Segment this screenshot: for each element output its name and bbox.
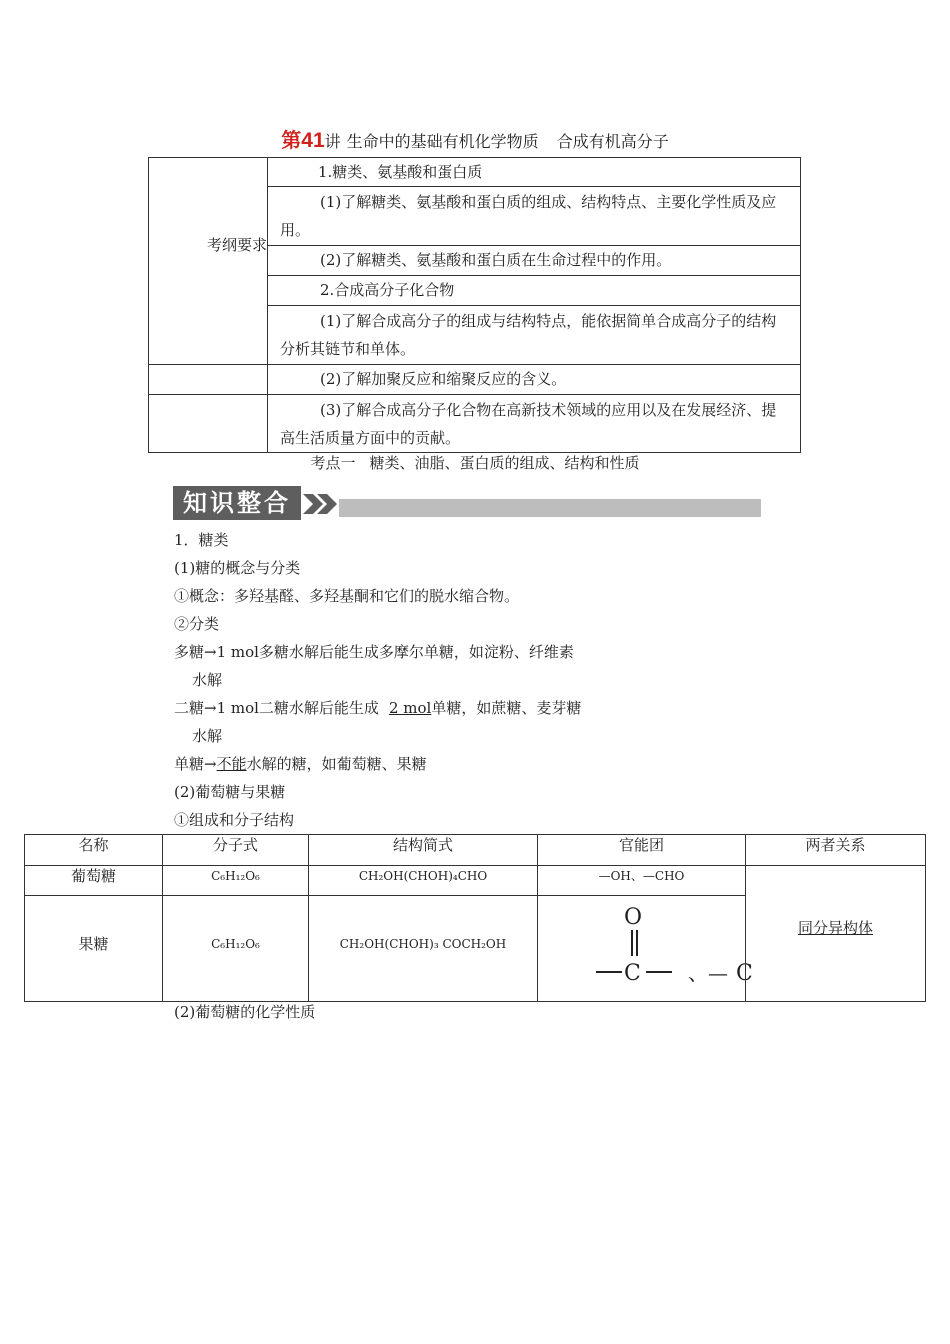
banner-label: 知识整合 (173, 486, 301, 520)
lecture-suffix: 讲 (324, 132, 341, 151)
text-hydrolysis-label: 水解 (192, 727, 223, 745)
knowledge-banner (173, 486, 761, 520)
glucose-formula: C₆H₁₂O₆ (162, 865, 309, 896)
header-cell: 结构简式 (308, 834, 538, 866)
title-part1: 生命中的基础有机化学物质 (346, 132, 539, 151)
text-monosaccharide: 单糖→不能水解的糖，如葡萄糖、果糖 (174, 755, 427, 773)
header-cell: 名称 (24, 834, 163, 866)
text-polysaccharide: 多糖→1 mol多糖水解后能生成多摩尔单糖，如淀粉、纤维素 (174, 643, 574, 661)
fructose-formula: C₆H₁₂O₆ (162, 895, 309, 1002)
text-composition: ①组成和分子结构 (174, 811, 295, 829)
fructose-groups (537, 895, 753, 1002)
empty-cell (148, 394, 268, 453)
text-classification: ②分类 (174, 615, 220, 633)
svg-text:C: C (624, 961, 641, 986)
svg-text:O: O (624, 905, 643, 930)
glucose-structure: CH₂OH(CHOH)₄CHO (308, 865, 538, 896)
requirements-table (148, 157, 801, 453)
subheading-concept-class: (1)糖的概念与分类 (174, 559, 301, 577)
heading-sugars: 1．糖类 (174, 531, 229, 549)
banner-bar (339, 499, 761, 517)
req-row: 1.糖类、氨基酸和蛋白质 (267, 157, 801, 187)
lecture-number: 第41 (281, 129, 325, 152)
subheading-glucose-fructose: (2)葡萄糖与果糖 (174, 783, 286, 801)
table-row-glucose-name: 葡萄糖 (24, 865, 163, 896)
req-row: (2)了解加聚反应和缩聚反应的含义。 (267, 364, 801, 395)
req-row: (1)了解糖类、氨基酸和蛋白质的组成、结构特点、主要化学性质及应用。 (267, 186, 801, 246)
table-row-fructose-name: 果糖 (24, 895, 163, 1002)
sugar-table (24, 834, 926, 1002)
relation-cell (745, 865, 926, 1002)
header-cell: 分子式 (162, 834, 309, 866)
double-chevron-icon (301, 490, 341, 518)
text-hydrolysis-label: 水解 (192, 671, 223, 689)
requirements-label: 考纲要求 (207, 236, 268, 254)
req-row: (3)了解合成高分子化合物在高新技术领域的应用以及在发展经济、提高生活质量方面中的贡献。 (267, 394, 801, 453)
subheading-glucose-properties: (2)葡萄糖的化学性质 (174, 1003, 316, 1021)
carbonyl-structure-icon (538, 896, 753, 1002)
glucose-groups: —OH、—CHO (537, 865, 746, 896)
text-disaccharide: 二糖→1 mol二糖水解后能生成 2 mol单糖，如蔗糖、麦芽糖 (174, 699, 582, 717)
blank-answer: 不能 (216, 755, 247, 773)
blank-answer: 2 mol (388, 699, 432, 717)
requirements-label-cell (148, 157, 268, 365)
header-cell: 官能团 (537, 834, 746, 866)
text-concept: ①概念：多羟基醛、多羟基酮和它们的脱水缩合物。 (174, 587, 520, 605)
svg-text:C: C (736, 961, 753, 986)
page-title (0, 124, 950, 153)
req-row: (1)了解合成高分子的组成与结构特点，能依据简单合成高分子的结构分析其链节和单体。 (267, 305, 801, 365)
empty-cell (148, 364, 268, 395)
svg-text:、—: 、— (688, 961, 728, 985)
title-part2: 合成有机高分子 (556, 132, 669, 151)
req-row: 2.合成高分子化合物 (267, 275, 801, 306)
section-label: 考点一 (310, 454, 356, 472)
relation-answer: 同分异构体 (797, 919, 873, 937)
section-heading (0, 452, 950, 473)
section-text: 糖类、油脂、蛋白质的组成、结构和性质 (369, 454, 640, 472)
header-cell: 两者关系 (745, 834, 926, 866)
req-row: (2)了解糖类、氨基酸和蛋白质在生命过程中的作用。 (267, 245, 801, 276)
fructose-structure: CH₂OH(CHOH)₃ COCH₂OH (308, 895, 538, 1002)
